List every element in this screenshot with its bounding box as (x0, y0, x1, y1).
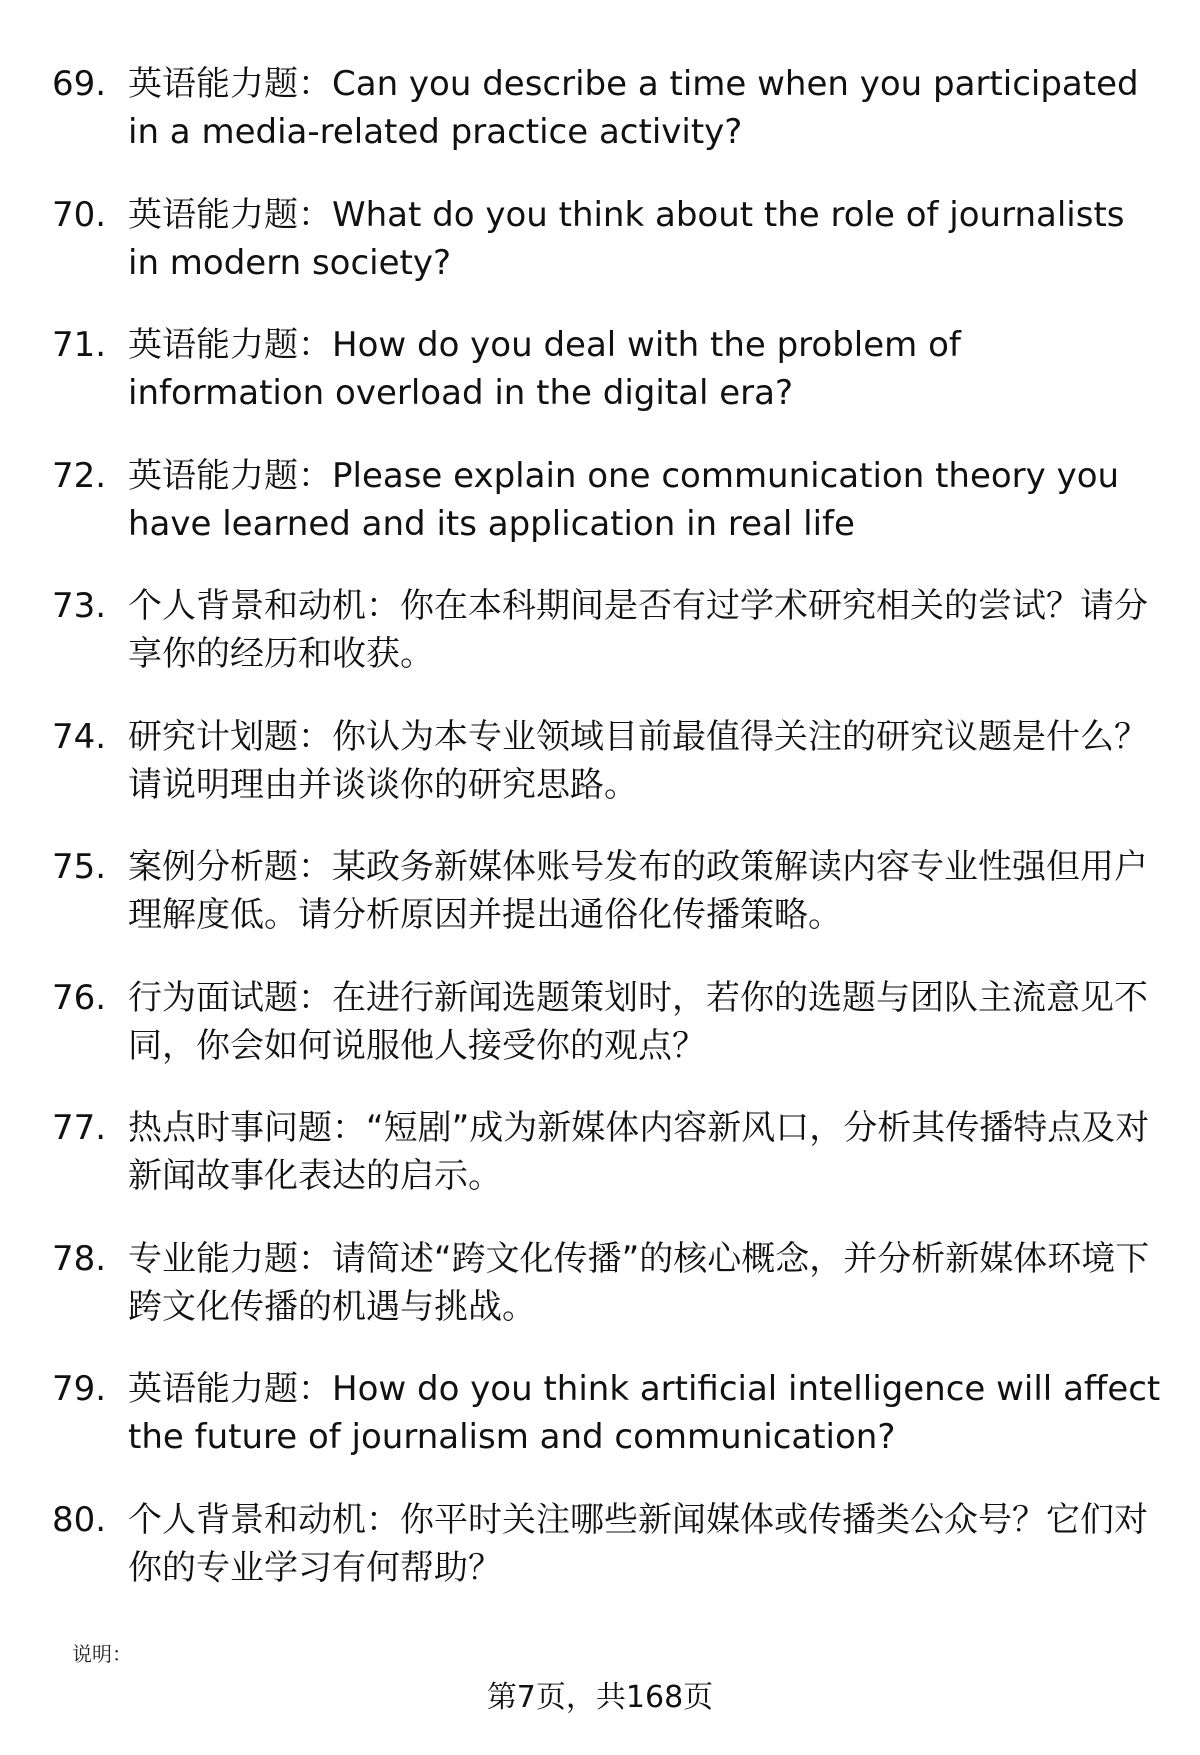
question-text: 个人背景和动机：你在本科期间是否有过学术研究相关的尝试？请分享你的经历和收获。 (128, 586, 1148, 674)
question-item (52, 1104, 1162, 1200)
question-list (52, 60, 1162, 1626)
question-item (52, 582, 1162, 678)
question-number: 79. (52, 1369, 107, 1409)
question-number: 77. (52, 1108, 107, 1148)
question-item (52, 191, 1162, 287)
question-number: 70. (52, 194, 107, 235)
question-number: 74. (52, 716, 107, 757)
question-item (52, 321, 1162, 417)
note-label: 说明： (72, 1642, 132, 1666)
question-item (52, 1235, 1162, 1331)
question-text: 个人背景和动机：你平时关注哪些新闻媒体或传播类公众号？它们对你的专业学习有何帮助？ (128, 1499, 1148, 1588)
question-item (52, 452, 1162, 548)
question-number: 78. (52, 1238, 107, 1279)
question-item (52, 60, 1162, 156)
question-text: 英语能力题：What do you think about the role of journalists in modern society? (128, 194, 1125, 283)
question-number: 73. (52, 586, 107, 626)
question-item (52, 843, 1162, 939)
question-number: 69. (52, 64, 107, 104)
question-text: 英语能力题：Can you describe a time when you participated in a media-related practice activity? (128, 64, 1139, 152)
question-text: 专业能力题：请简述“跨文化传播”的核心概念，并分析新媒体环境下跨文化传播的机遇与挑战。 (128, 1238, 1150, 1327)
question-text: 热点时事问题：“短剧”成为新媒体内容新风口，分析其传播特点及对新闻故事化表达的启示。 (128, 1108, 1150, 1196)
question-number: 72. (52, 455, 107, 496)
question-item (52, 713, 1162, 809)
question-text: 行为面试题：在进行新闻选题策划时，若你的选题与团队主流意见不同，你会如何说服他人接受你的观点？ (128, 977, 1148, 1066)
question-text: 英语能力题：How do you think artificial intelligence will affect the future of journalism and communication? (128, 1369, 1161, 1457)
page-number: 第7页，共168页 (486, 1680, 714, 1715)
question-text: 英语能力题：Please explain one communication theory you have learned and its application in real life (128, 455, 1120, 544)
question-item (52, 974, 1162, 1070)
question-number: 75. (52, 847, 107, 887)
question-item (52, 1496, 1162, 1592)
question-text: 英语能力题：How do you deal with the problem of information overload in the digital era? (128, 325, 961, 413)
question-text: 案例分析题：某政务新媒体账号发布的政策解读内容专业性强但用户理解度低。请分析原因并提出通俗化传播策略。 (128, 847, 1148, 935)
question-number: 76. (52, 977, 107, 1018)
question-text: 研究计划题：你认为本专业领域目前最值得关注的研究议题是什么？请说明理由并谈谈你的研究思路。 (128, 716, 1148, 805)
question-number: 80. (52, 1499, 107, 1540)
question-number: 71. (52, 325, 107, 365)
question-item (52, 1365, 1162, 1461)
